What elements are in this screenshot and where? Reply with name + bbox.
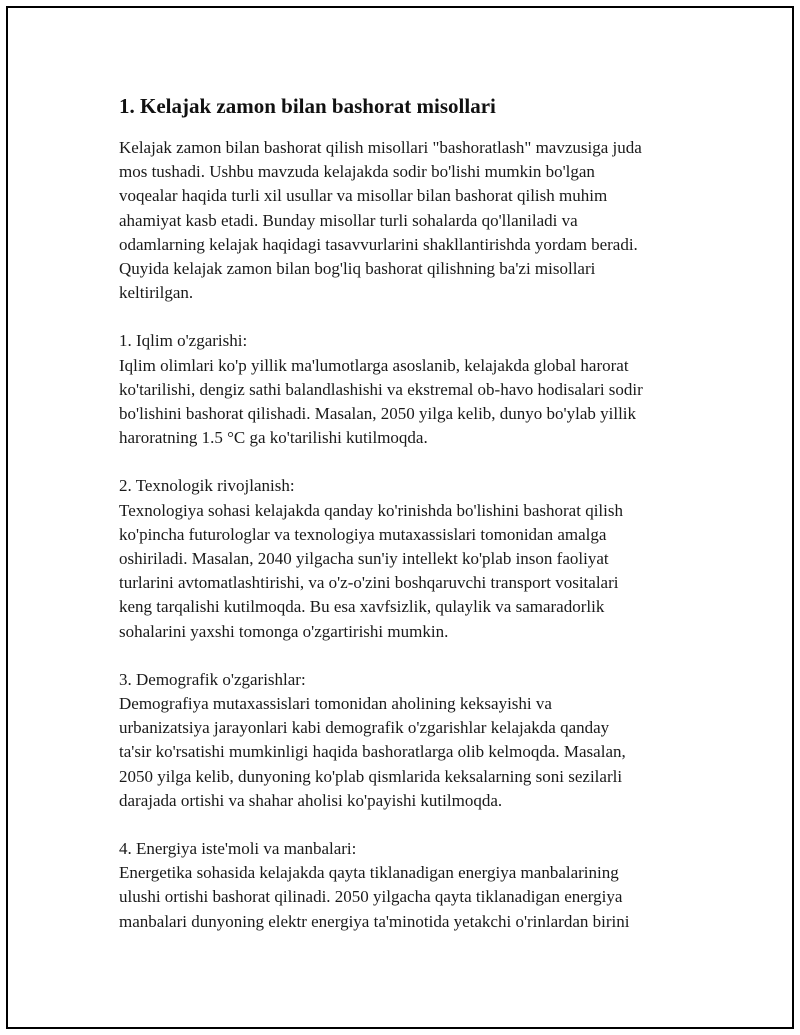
intro-line: keltirilgan. [119, 283, 194, 303]
section-demographics [119, 668, 699, 813]
intro-line: Kelajak zamon bilan bashorat qilish misollari "bashoratlash" mavzusiga juda [119, 138, 642, 157]
section-line: ko'tarilishi, dengiz sathi balandlashishi va ekstremal ob-havo hodisalari sodir [119, 379, 643, 399]
document-title: 1. Kelajak zamon bilan bashorat misollari [119, 94, 496, 118]
section-line: bo'lishini bashorat qilishadi. Masalan, 2050 yilga kelib, dunyo bo'ylab yillik [119, 404, 637, 424]
section-line: Iqlim olimlari ko'p yillik ma'lumotlarga asoslanib, kelajakda global harorat [119, 355, 629, 375]
document-content [119, 94, 699, 958]
section-line: ta'sir ko'rsatishi mumkinligi haqida bashoratlarga olib kelmoqda. Masalan, [119, 742, 626, 762]
section-line: sohalarini yaxshi tomonga o'zgartirishi mumkin. [119, 621, 449, 641]
section-line: oshiriladi. Masalan, 2040 yilgacha sun'iy intellekt ko'plab inson faoliyat [119, 549, 609, 569]
section-line: haroratning 1.5 °C ga ko'tarilishi kutilmoqda. [119, 428, 428, 448]
section-energy [119, 837, 699, 934]
section-line: 2050 yilga kelib, dunyoning ko'plab qismlarida keksalarning soni sezilarli [119, 766, 623, 786]
section-line: Demografiya mutaxassislari tomonidan aholining keksayishi va [119, 694, 552, 714]
intro-line: ahamiyat kasb etadi. Bunday misollar turli sohalarda qo'llaniladi va [119, 210, 578, 230]
section-line: keng tarqalishi kutilmoqda. Bu esa xavfsizlik, qulaylik va samaradorlik [119, 597, 605, 617]
intro-line: odamlarning kelajak haqidagi tasavvurlarini shakllantirishda yordam beradi. [119, 234, 638, 254]
section-line: turlarini avtomatlashtirishi, va o'z-o'zini boshqaruvchi transport vositalari [119, 573, 619, 593]
section-line: darajada ortishi va shahar aholisi ko'payishi kutilmoqda. [119, 790, 503, 810]
section-line: urbanizatsiya jarayonlari kabi demografik o'zgarishlar kelajakda qanday [119, 718, 610, 738]
intro-paragraph [119, 136, 699, 305]
document-page [6, 6, 794, 1029]
intro-line: Quyida kelajak zamon bilan bog'liq bashorat qilishning ba'zi misollari [119, 259, 596, 279]
section-technology [119, 474, 699, 643]
section-body [119, 861, 699, 934]
section-line: ulushi ortishi bashorat qilinadi. 2050 yilgacha qayta tiklanadigan energiya [119, 887, 623, 907]
section-line: manbalari dunyoning elektr energiya ta'minotida yetakchi o'rinlardan birini [119, 911, 630, 931]
section-body [119, 354, 699, 451]
section-heading: 2. Texnologik rivojlanish: [119, 476, 295, 496]
section-body [119, 499, 699, 644]
section-body [119, 692, 699, 813]
section-heading: 4. Energiya iste'moli va manbalari: [119, 839, 357, 859]
section-heading: 1. Iqlim o'zgarishi: [119, 331, 248, 351]
section-heading: 3. Demografik o'zgarishlar: [119, 669, 306, 689]
section-line: Texnologiya sohasi kelajakda qanday ko'rinishda bo'lishini bashorat qilish [119, 500, 623, 520]
intro-line: voqealar haqida turli xil usullar va misollar bilan bashorat qilish muhim [119, 186, 608, 206]
section-line: Energetika sohasida kelajakda qayta tiklanadigan energiya manbalarining [119, 863, 619, 883]
intro-line: mos tushadi. Ushbu mavzuda kelajakda sodir bo'lishi mumkin bo'lgan [119, 162, 595, 182]
section-line: ko'pincha futurologlar va texnologiya mutaxassislari tomonidan amalga [119, 524, 607, 544]
section-climate-change [119, 329, 699, 450]
